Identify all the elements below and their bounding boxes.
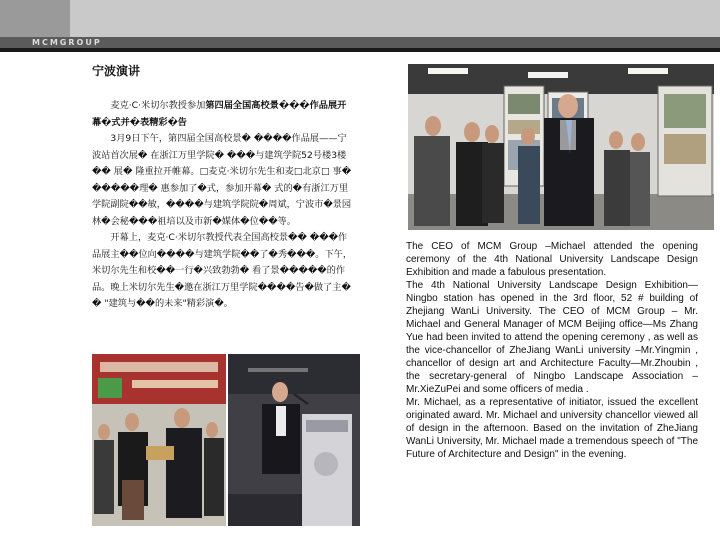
- company-logo: MCMGROUP: [32, 38, 102, 47]
- english-paragraph: The CEO of MCM Group –Michael attended the opening ceremony of the 4th National University Landscape Design Exhibition and made a fabulous presentation.: [406, 241, 698, 278]
- english-paragraph: Mr. Michael, as a representative of initiator, issued the excellent originated award. Mr. Michael and university chancellor viewed all of design in the afternoon. Based on the invitation of ZheJiang WanLi University, Mr. Michael made a tremendous speech of "The Future of Architecture and Design" in the evening.: [406, 397, 699, 460]
- photo-speech-podium: [228, 354, 360, 526]
- chinese-lead-paragraph: [92, 98, 354, 131]
- page-title: 宁波演讲: [92, 64, 141, 78]
- english-article: [406, 240, 698, 461]
- header-divider: [0, 48, 720, 52]
- english-paragraph: The 4th National University Landscape Design Exhibition—Ningbo station has opened in the 3rd floor, 52 # building of Zhejiang WanLi University. The CEO of MCM Group – Mr. Michael and General Manager of MCM Beijing office—Ms Zhang Yue had been invited to attend the opening ceremony , as well as the vice-chancellor of ZheJiang WanLi university –Mr.Yingmin , chancellor of design art and Architecture Faculty—Mr.Zhoubin , the secretary-general of Ningbo Landscape Association –Mr.XieZuPei and some officers of media .: [406, 280, 698, 395]
- chinese-lead-bold: 第四届全国高校景���作品展开幕�式并�表精彩�告: [92, 100, 347, 128]
- chinese-article: [92, 98, 354, 313]
- chinese-paragraph: 开幕上，麦克·C·米切尔教授代表全国高校景�� ���作品展主��位向����与建筑学院��了�秀���。下午，米切尔先生和校��一行�兴致勃勃� 看了景�����的作品。晚上米切尔先生�邀在浙江万里学院����告�做了主�� "建筑与��的未来"精彩演�。: [92, 232, 353, 309]
- photo-exhibition-hall: [408, 64, 714, 230]
- photo-award-ceremony: [92, 354, 226, 526]
- chinese-paragraph: 3月9日下午，第四届全国高校景� ����作品展——宁波站首次展� 在浙江万里学院� ���与建筑学院52号楼3楼�� 展� 隆重拉开帷幕。□麦克·米切尔先生和麦□北京□ 事������理� 惠参加了�式，参加开幕� 式的�有浙江万里学院副院��敏，����与建筑学院院�周斌，宁波市�景园林�会秘���祖培以及市新�媒体�位��等。: [92, 133, 352, 227]
- header-logo-strip: [0, 37, 720, 48]
- chinese-lead-plain: 麦克·C·米切尔教授参加: [110, 100, 206, 111]
